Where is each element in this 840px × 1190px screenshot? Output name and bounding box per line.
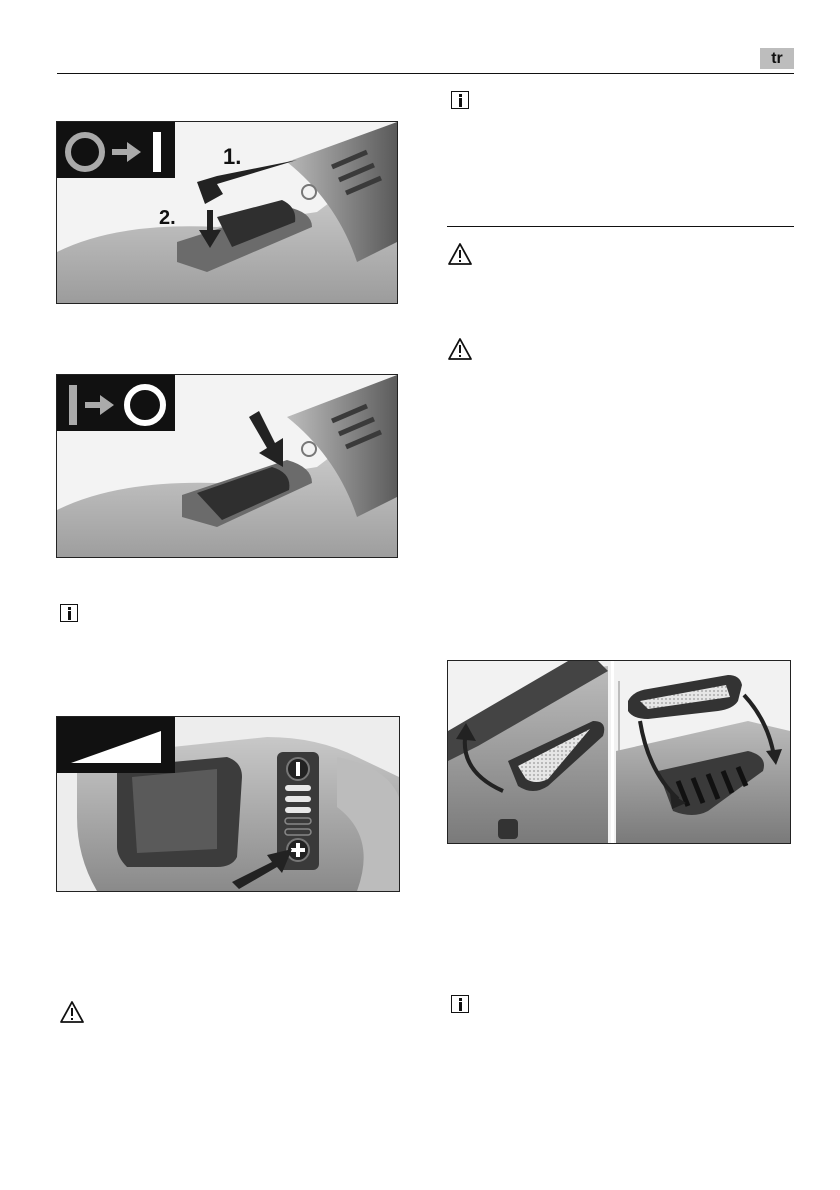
section-rule (447, 226, 794, 227)
figure-switch-off (56, 374, 398, 558)
figure-dust-filter (447, 660, 791, 844)
warning-icon (447, 337, 473, 361)
warning-icon (59, 1000, 85, 1024)
step-2-label: 2. (159, 207, 176, 229)
info-icon (451, 995, 469, 1013)
warning-icon (447, 242, 473, 266)
header-rule (57, 73, 794, 74)
figure-speed-control (56, 716, 400, 892)
language-badge: tr (760, 48, 794, 69)
on-bar-icon (69, 385, 77, 425)
info-icon (451, 91, 469, 109)
on-bar-icon (153, 132, 161, 172)
step-1-label: 1. (223, 144, 242, 169)
figure-switch-on (56, 121, 398, 304)
info-icon (60, 604, 78, 622)
speed-indicator-leds (285, 785, 311, 813)
